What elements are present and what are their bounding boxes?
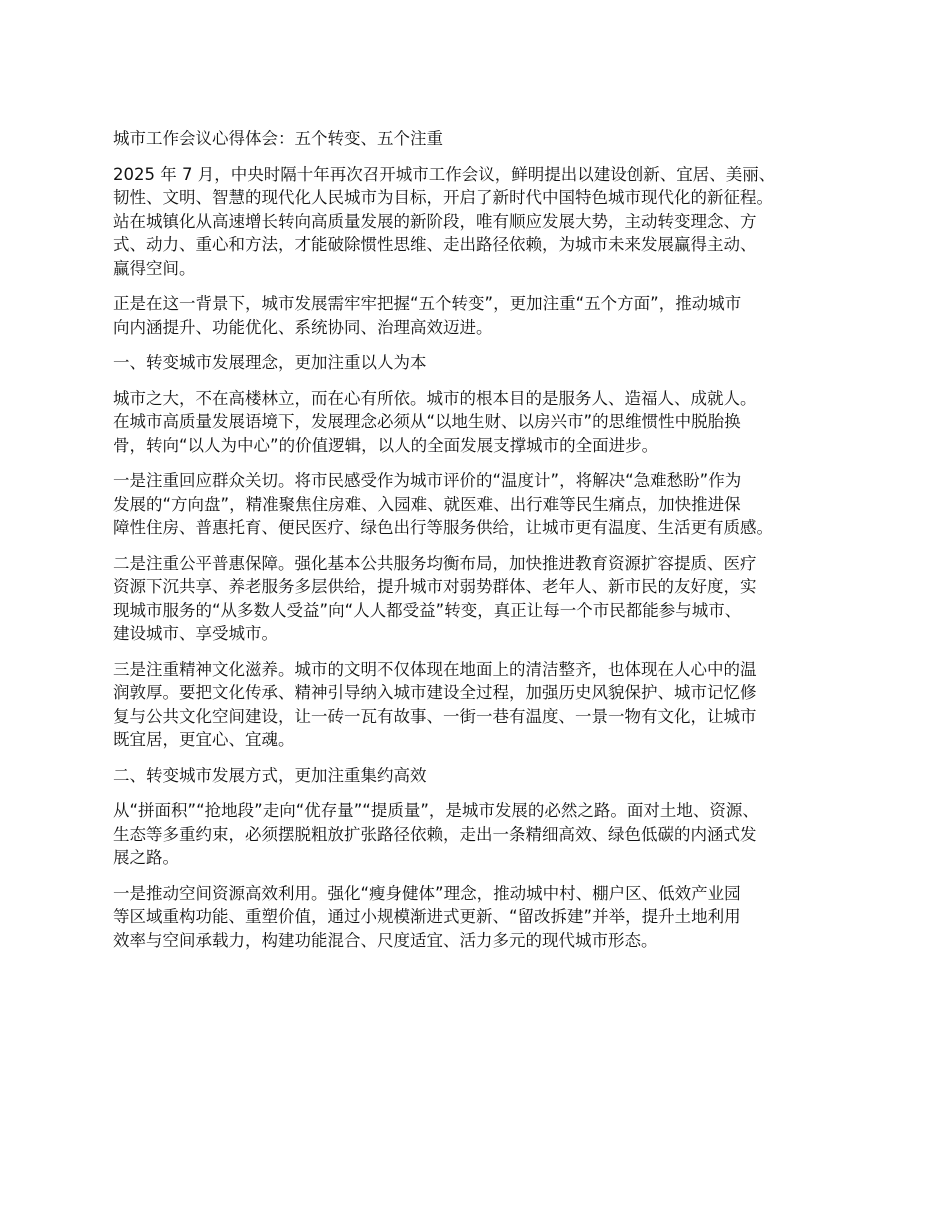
text-line: 骨，转向“以人为中心”的价值逻辑，以人的全面发展支撑城市的全面进步。 — [113, 435, 659, 455]
paragraph-intensive — [113, 799, 853, 870]
text-line: 一是推动空间资源高效利用。强化“瘦身健体”理念，推动城中村、棚户区、低效产业园 — [113, 883, 741, 903]
text-line: 2025 年 7 月，中央时隔十年再次召开城市工作会议，鲜明提出以建设创新、宜居、美丽、 — [113, 164, 776, 184]
text-line: 建设城市、享受城市。 — [113, 624, 278, 643]
paragraph-point-1-3 — [113, 658, 853, 752]
text-line: 等区域重构功能、重塑价值，通过小规模渐进式更新、“留改拆建”并举，提升土地利用 — [113, 907, 741, 926]
text-line: 式、动力、重心和方法，才能破除惯性思维、走出路径依赖，为城市未来发展赢得主动、 — [113, 235, 757, 254]
text-line: 从“拼面积”“抢地段”走向“优存量”“提质量”，是城市发展的必然之路。面对土地、资源、 — [113, 801, 759, 820]
text-line: 正是在这一背景下，城市发展需牢牢把握“五个转变”，更加注重“五个方面”，推动城市 — [113, 294, 742, 313]
text-line: 既宜居，更宜心、宜魂。 — [113, 730, 295, 749]
text-line: 二是注重公平普惠保障。强化基本公共服务均衡布局，加快推进教育资源扩容提质、医疗 — [113, 553, 757, 573]
section-heading-1: 一、转变城市发展理念，更加注重以人为本 — [113, 353, 427, 372]
paragraph-intro — [113, 163, 853, 281]
text-line: 效率与空间承载力，构建功能混合、尺度适宜、活力多元的现代城市形态。 — [113, 930, 658, 950]
text-line: 现城市服务的“从多数人受益”向“人人都受益”转变，真正让每一个市民都能参与城市、 — [113, 600, 742, 620]
text-line: 一是注重回应群众关切。将市民感受作为城市评价的“温度计”，将解决“急难愁盼”作为 — [113, 471, 742, 490]
document-body — [113, 127, 853, 964]
text-line: 城市之大，不在高楼林立，而在心有所依。城市的根本目的是服务人、造福人、成就人。 — [113, 388, 757, 408]
section-heading-2: 二、转变城市发展方式，更加注重集约高效 — [113, 765, 427, 785]
paragraph-point-2-1 — [113, 882, 853, 953]
text-line: 在城市高质量发展语境下，发展理念必须从“以地生财、以房兴市”的思维惯性中脱胎换 — [113, 412, 741, 431]
paragraph-background — [113, 292, 853, 339]
text-line: 向内涵提升、功能优化、系统协同、治理高效迈进。 — [113, 317, 493, 337]
text-line: 资源下沉共享、养老服务多层供给，提升城市对弱势群体、老年人、新市民的友好度，实 — [113, 577, 757, 596]
paragraph-point-1-2 — [113, 552, 853, 646]
text-line: 赢得空间。 — [113, 258, 196, 278]
paragraph-people-centered — [113, 387, 853, 458]
text-line: 站在城镇化从高速增长转向高质量发展的新阶段，唯有顺应发展大势，主动转变理念、方 — [113, 211, 757, 231]
text-line: 润敦厚。要把文化传承、精神引导纳入城市建设全过程，加强历史风貌保护、城市记忆修 — [113, 683, 757, 702]
document-title: 城市工作会议心得体会：五个转变、五个注重 — [113, 129, 443, 148]
text-line: 发展的“方向盘”，精准聚焦住房难、入园难、就医难、出行难等民生痛点，加快推进保 — [113, 494, 741, 514]
text-line: 复与公共文化空间建设，让一砖一瓦有故事、一街一巷有温度、一景一物有文化，让城市 — [113, 706, 757, 726]
text-line: 障性住房、普惠托育、便民医疗、绿色出行等服务供给，让城市更有温度、生活更有质感。 — [113, 518, 773, 537]
text-line: 展之路。 — [113, 848, 179, 867]
paragraph-point-1-1 — [113, 469, 853, 540]
text-line: 三是注重精神文化滋养。城市的文明不仅体现在地面上的清洁整齐，也体现在人心中的温 — [113, 659, 757, 679]
text-line: 韧性、文明、智慧的现代化人民城市为目标，开启了新时代中国特色城市现代化的新征程。 — [113, 188, 773, 207]
text-line: 生态等多重约束，必须摆脱粗放扩张路径依赖，走出一条精细高效、绿色低碳的内涵式发 — [113, 824, 757, 844]
